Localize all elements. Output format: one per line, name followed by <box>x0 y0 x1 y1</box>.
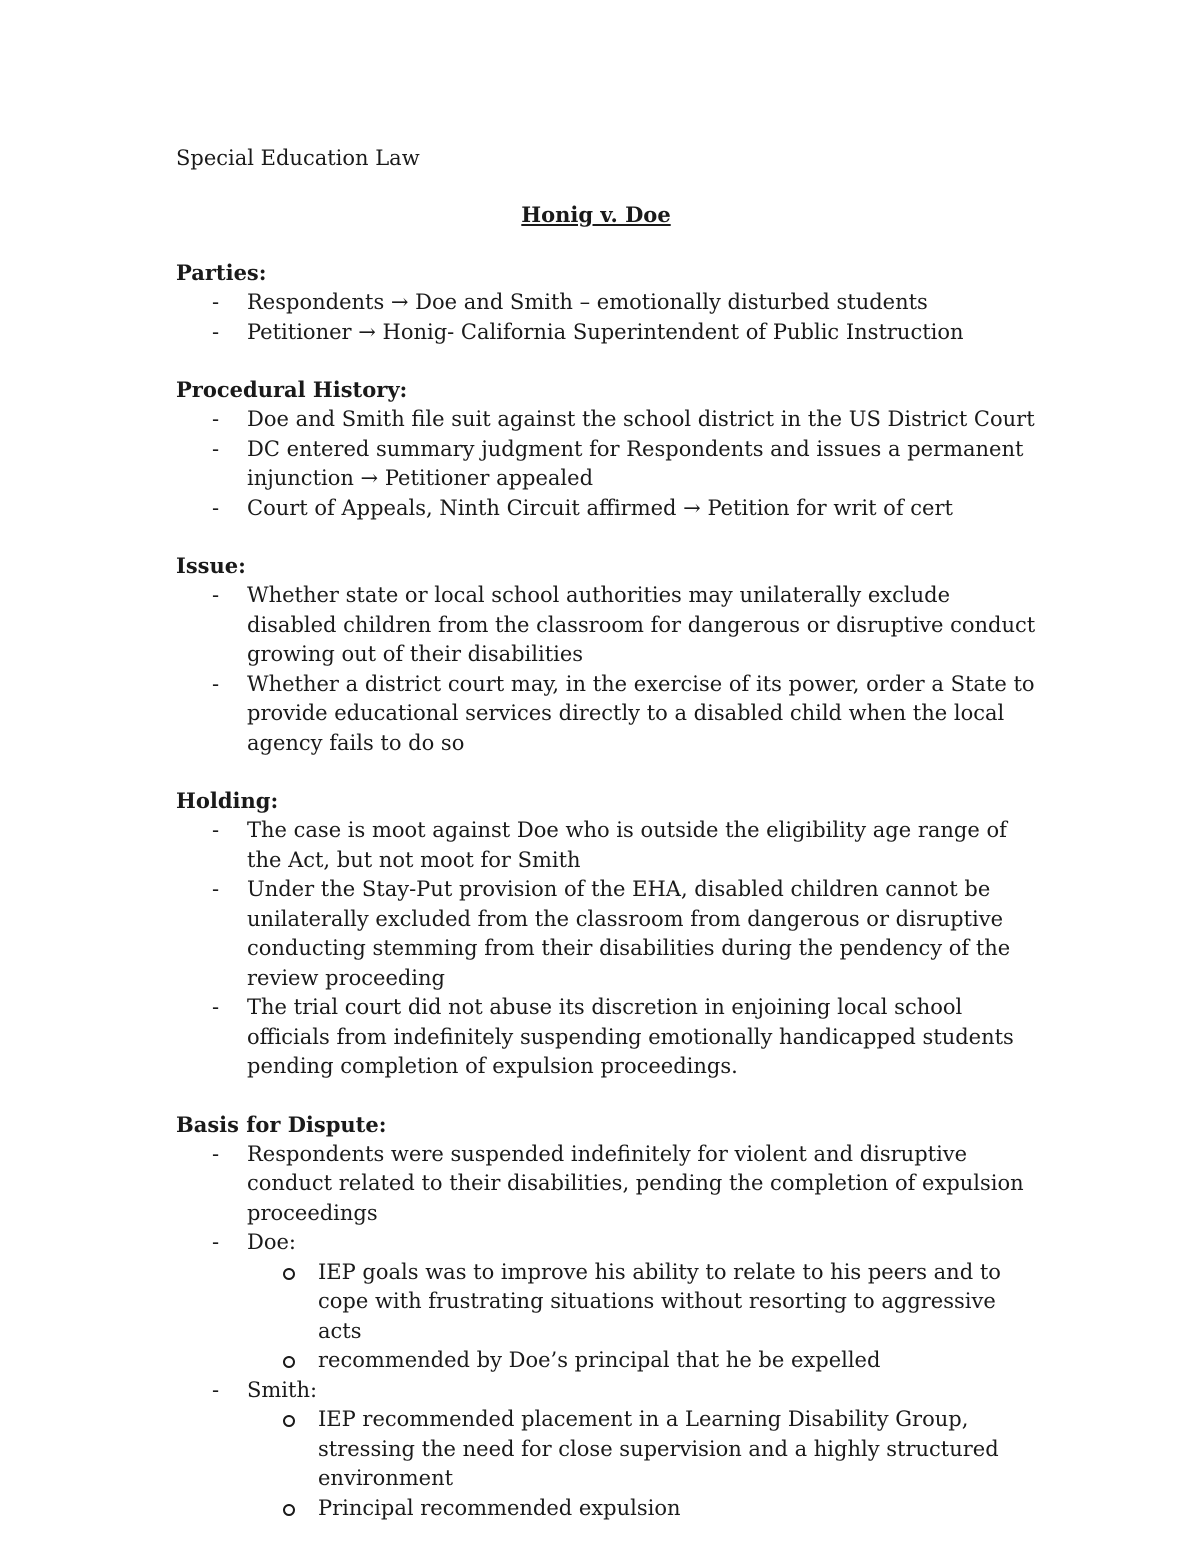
dash-bullet-icon: - <box>212 818 220 842</box>
dash-bullet-icon: - <box>212 319 220 344</box>
sub-list-item <box>247 1258 1036 1347</box>
section <box>176 258 1036 347</box>
list-item-text: Respondents → Doe and Smith – emotionally disturbed students <box>247 290 928 314</box>
sub-list-item-text: IEP goals was to improve his ability to relate to his peers and to cope with frustrating situations without resorting to aggressive acts <box>318 1259 1001 1343</box>
list-item-text: Under the Stay-Put provision of the EHA, disabled children cannot be unilaterally excluded from the classroom from dangerous or disruptive conducting stemming from their disabilities during the pendency of the review proceeding <box>247 877 1011 990</box>
list-item <box>176 670 1036 759</box>
section-heading: Basis for Dispute: <box>176 1111 387 1137</box>
list-item-text: Doe and Smith file suit against the school district in the US District Court <box>247 407 1035 431</box>
dash-bullet-icon: - <box>212 877 220 901</box>
circle-bullet-icon <box>283 1268 295 1280</box>
dash-bullet-icon: - <box>212 407 220 431</box>
list-item <box>176 288 1036 318</box>
sub-list-item-text: IEP recommended placement in a Learning Disability Group, stressing the need for close supervision and a highly structured environment <box>318 1407 999 1490</box>
section-heading: Parties: <box>176 260 267 285</box>
list-item <box>176 993 1036 1082</box>
sub-list-item-text: Principal recommended expulsion <box>318 1495 681 1520</box>
section <box>176 1110 1036 1524</box>
circle-bullet-icon <box>283 1356 295 1368</box>
list-item <box>176 318 1036 348</box>
list-item <box>176 494 1036 524</box>
list-item <box>176 816 1036 875</box>
sub-list-item <box>247 1405 1036 1494</box>
sub-bullet-list <box>176 1405 1036 1523</box>
section-heading: Issue: <box>176 553 246 578</box>
circle-bullet-icon <box>283 1415 295 1427</box>
bullet-list <box>176 405 1036 523</box>
list-item-text: Petitioner → Honig- California Superintendent of Public Instruction <box>247 319 964 344</box>
dash-bullet-icon: - <box>212 436 220 461</box>
list-item <box>176 435 1036 494</box>
sub-list-item-text: recommended by Doe’s principal that he be expelled <box>318 1348 881 1372</box>
list-item-text: Doe: <box>247 1230 296 1254</box>
section-heading: Procedural History: <box>176 377 408 402</box>
document-page <box>176 143 1036 1523</box>
section-heading: Holding: <box>176 788 279 813</box>
list-item <box>176 405 1036 435</box>
section <box>176 375 1036 523</box>
bullet-list <box>176 581 1036 758</box>
dash-bullet-icon: - <box>212 671 220 696</box>
section <box>176 786 1036 1082</box>
list-item-text: Whether state or local school authorities may unilaterally exclude disabled children from the classroom for dangerous or disruptive conduct growing out of their disabilities <box>247 583 1036 666</box>
list-item <box>176 1228 1036 1376</box>
dash-bullet-icon: - <box>212 1230 220 1254</box>
bullet-list <box>176 816 1036 1082</box>
list-item-text: Court of Appeals, Ninth Circuit affirmed → Petition for writ of cert <box>247 495 953 520</box>
list-item-text: The case is moot against Doe who is outside the eligibility age range of the Act, but not moot for Smith <box>247 818 1007 872</box>
list-item <box>176 875 1036 993</box>
list-item-text: Whether a district court may, in the exercise of its power, order a State to provide educational services directly to a disabled child when the local agency fails to do so <box>247 671 1035 755</box>
circle-bullet-icon <box>283 1504 295 1516</box>
dash-bullet-icon: - <box>212 1141 220 1166</box>
list-item <box>176 1376 1036 1524</box>
document-title <box>176 200 1036 230</box>
dash-bullet-icon: - <box>212 1377 220 1402</box>
sub-bullet-list <box>176 1258 1036 1376</box>
document-header: Special Education Law <box>176 146 420 170</box>
dash-bullet-icon: - <box>212 495 220 520</box>
list-item-text: Smith: <box>247 1377 318 1402</box>
document-title-text: Honig v. Doe <box>521 202 671 227</box>
list-item-text: Respondents were suspended indefinitely for violent and disruptive conduct related to their disabilities, pending the completion of expulsion proceedings <box>247 1141 1024 1225</box>
list-item-text: The trial court did not abuse its discretion in enjoining local school officials from indefinitely suspending emotionally handicapped students pending completion of expulsion proceedings. <box>247 995 1014 1078</box>
bullet-list <box>176 288 1036 347</box>
dash-bullet-icon: - <box>212 583 220 607</box>
list-item-text: DC entered summary judgment for Respondents and issues a permanent injunction → Petitioner appealed <box>247 436 1024 490</box>
dash-bullet-icon: - <box>212 995 220 1019</box>
sub-list-item <box>247 1346 1036 1376</box>
list-item <box>176 1140 1036 1229</box>
list-item <box>176 581 1036 670</box>
sub-list-item <box>247 1494 1036 1524</box>
dash-bullet-icon: - <box>212 290 220 314</box>
section <box>176 551 1036 758</box>
document-body <box>176 258 1036 1523</box>
bullet-list <box>176 1140 1036 1524</box>
